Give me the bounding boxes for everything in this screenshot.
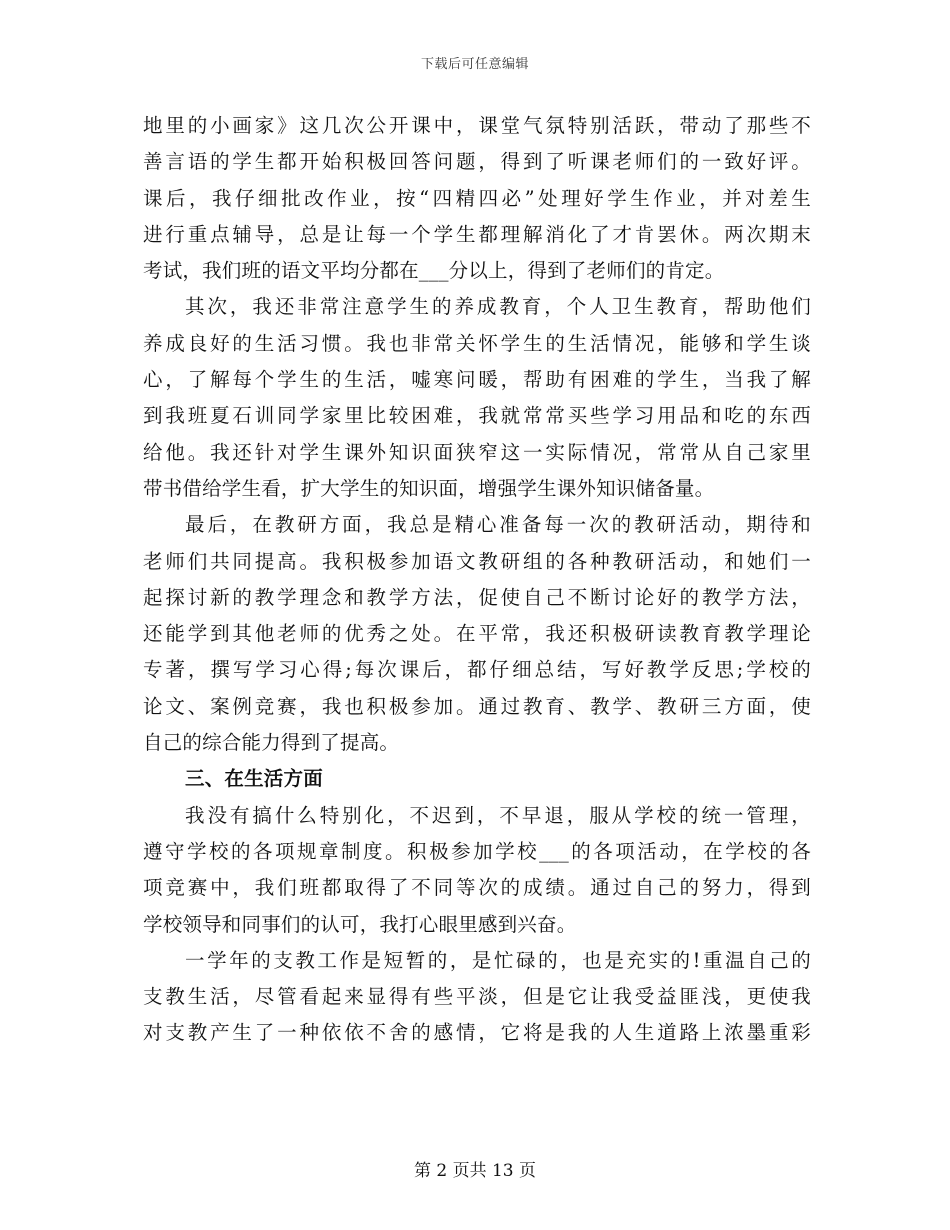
body-line: 支教生活，尽管看起来显得有些平淡，但是它让我受益匪浅，更使我 xyxy=(143,985,811,1009)
body-line: 养成良好的生活习惯。我也非常关怀学生的生活情况，能够和学生谈 xyxy=(143,331,811,355)
body-line: 论文、案例竞赛，我也积极参加。通过教育、教学、教研三方面，使 xyxy=(143,694,811,718)
page-number: 第 2 页共 13 页 xyxy=(413,1161,537,1181)
paragraph-first-line: 一学年的支教工作是短暂的，是忙碌的，也是充实的!重温自己的 xyxy=(185,948,811,972)
paragraph-first-line: 其次，我还非常注意学生的养成教育，个人卫生教育，帮助他们 xyxy=(185,295,811,319)
body-line: 对支教产生了一种依依不舍的感情，它将是我的人生道路上浓墨重彩 xyxy=(143,1021,811,1045)
body-line: 进行重点辅导，总是让每一个学生都理解消化了才肯罢休。两次期末 xyxy=(143,222,811,246)
header-note: 下载后可任意编辑 xyxy=(420,57,529,72)
paragraph-first-line: 我没有搞什么特别化，不迟到，不早退，服从学校的统一管理， xyxy=(185,803,811,827)
body-line: 自己的综合能力得到了提高。 xyxy=(143,731,400,755)
body-line: 项竞赛中，我们班都取得了不同等次的成绩。通过自己的努力，得到 xyxy=(143,876,811,900)
section-heading: 三、在生活方面 xyxy=(185,767,323,791)
body-line: 还能学到其他老师的优秀之处。在平常，我还积极研读教育教学理论 xyxy=(143,622,811,646)
body-line: 给他。我还针对学生课外知识面狭窄这一实际情况，常常从自己家里 xyxy=(143,440,811,464)
body-line: 善言语的学生都开始积极回答问题，得到了听课老师们的一致好评。 xyxy=(143,150,811,174)
paragraph-first-line: 最后，在教研方面，我总是精心准备每一次的教研活动，期待和 xyxy=(185,513,811,537)
body-line: 学校领导和同事们的认可，我打心眼里感到兴奋。 xyxy=(143,912,577,936)
body-line: 心，了解每个学生的生活，嘘寒问暖，帮助有困难的学生，当我了解 xyxy=(143,368,811,392)
body-line: 老师们共同提高。我积极参加语文教研组的各种教研活动，和她们一 xyxy=(143,549,811,573)
body-line: 带书借给学生看，扩大学生的知识面，增强学生课外知识储备量。 xyxy=(143,476,715,500)
body-line: 地里的小画家》这几次公开课中，课堂气氛特别活跃，带动了那些不 xyxy=(143,114,811,137)
document-body xyxy=(143,108,811,1052)
body-line: 考试，我们班的语文平均分都在___分以上，得到了老师们的肯定。 xyxy=(143,259,725,283)
body-line: 专著，撰写学习心得;每次课后，都仔细总结，写好教学反思;学校的 xyxy=(143,658,811,682)
body-line: 课后，我仔细批改作业，按“四精四必”处理好学生作业，并对差生 xyxy=(143,186,811,210)
body-line: 到我班夏石训同学家里比较困难，我就常常买些学习用品和吃的东西 xyxy=(143,404,811,428)
body-line: 起探讨新的教学理念和教学方法，促使自己不断讨论好的教学方法， xyxy=(143,585,811,609)
body-line: 遵守学校的各项规章制度。积极参加学校___的各项活动，在学校的各 xyxy=(143,839,811,863)
